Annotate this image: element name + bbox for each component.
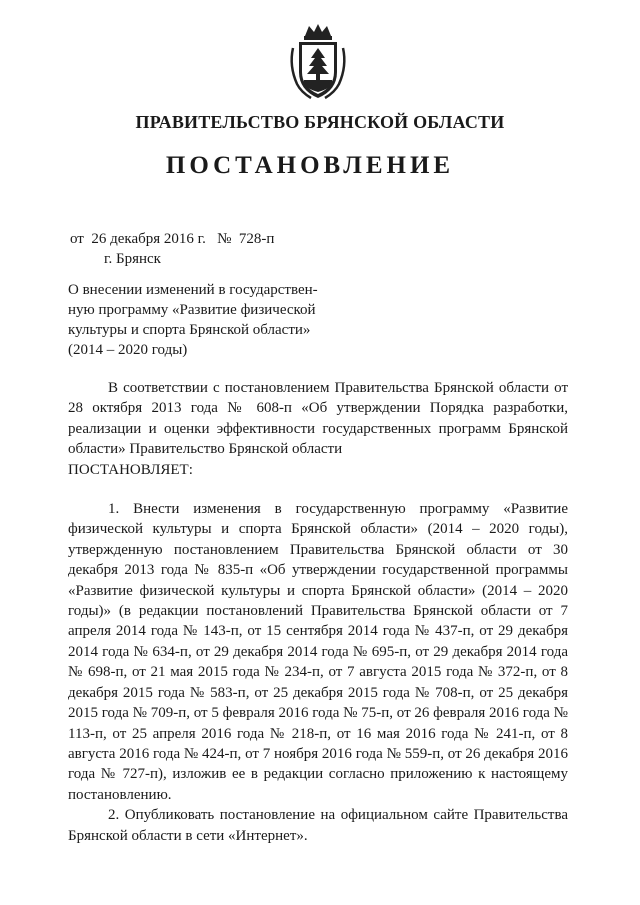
subject-line: (2014 – 2020 годы) (68, 342, 188, 358)
document-meta (70, 229, 274, 269)
preamble-paragraph: В соответствии с постановлением Правительства Брянской области от 28 октября 2013 года № 608-п «Об утверждении Порядка разработки, реализации и оценки эффективности государственных программ Брянской области» Правительство Брянской области (68, 380, 568, 458)
decree-word: ПОСТАНОВЛЯЕТ: (68, 461, 193, 478)
document-subject (68, 280, 368, 360)
organization-title: ПРАВИТЕЛЬСТВО БРЯНСКОЙ ОБЛАСТИ (135, 112, 505, 132)
item-1-paragraph: 1. Внести изменения в государственную программу «Развитие физической культуры и спорта Брянской области» (2014 – 2020 годы), утвержденную постановлением Правительства Брянской области от 30 декабря 2013 года № 835-п «Об утверждении государственной программы «Развитие физической культуры и спорта Брянской области» (2014 – 2020 годы)» (в редакции постановлений Правительства Брянской области от 7 апреля 2014 года № 143-п, от 15 сентября 2014 года № 437-п, от 29 декабря 2014 года № 634-п, от 29 декабря 2014 года № 695-п, от 29 декабря 2014 года № 698-п, от 21 мая 2015 года № 234-п, от 7 августа 2015 года № 372-п, от 8 декабря 2015 года № 583-п, от 25 декабря 2015 года № 708-п, от 25 декабря 2015 года № 709-п, от 5 февраля 2016 года № 75-п, от 26 февраля 2016 года № 113-п, от 25 апреля 2016 года № 218-п, от 16 мая 2016 года № 241-п, от 8 августа 2016 года № 424-п, от 7 ноября 2016 года № 559-п, от 26 декабря 2016 года № 727-п), изложив ее в редакции согласно приложению к настоящему постановлению. (68, 501, 568, 803)
date-number-line: от 26 декабря 2016 г. № 728-п (70, 231, 275, 247)
subject-line: О внесении изменений в государствен- (68, 282, 318, 298)
document-type-title: ПОСТАНОВЛЕНИЕ (165, 152, 455, 179)
subject-line: ную программу «Развитие физической (68, 302, 316, 318)
subject-line: культуры и спорта Брянской области» (68, 322, 311, 338)
item-2-paragraph: 2. Опубликовать постановление на официальном сайте Правительства Брянской области в сети «Интернет». (68, 807, 568, 844)
bryansk-coat-of-arms-icon (287, 22, 349, 102)
city-line: г. Брянск (104, 251, 161, 267)
document-body (68, 378, 568, 846)
